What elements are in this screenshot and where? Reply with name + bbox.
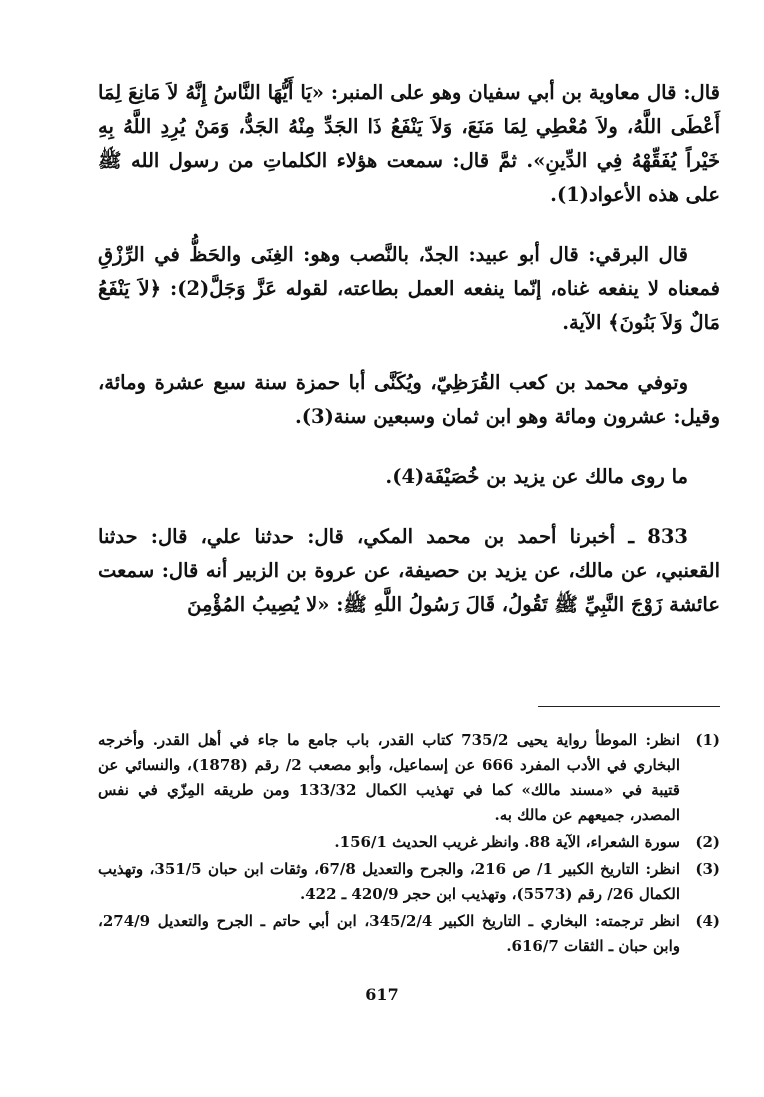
footnote-number: (1) [695, 731, 720, 749]
footnote-2 [98, 830, 720, 855]
footnote-number: (3) [695, 860, 720, 878]
footnote-3 [98, 857, 720, 907]
footnote-number: (4) [695, 912, 720, 930]
paragraph-muawiya-hadith: قال: قال معاوية بن أبي سفيان وهو على المنبر: «يَا أَيُّهَا النَّاسُ إِنَّهُ لاَ مَانِعَ لِمَا أَعْطَى اللَّهُ، ولاَ مُعْطِي لِمَا مَنَعَ، وَلاَ يَنْفَعُ ذَا الجَدِّ مِنْهُ الجَدُّ، وَمَنْ يُرِدِ اللَّهُ بِهِ خَيْراً يُفَقِّهْهُ فِي الدِّينِ». ثمَّ قال: سمعت هؤلاء الكلماتِ من رسول الله ﷺ على هذه الأعواد(1). [98, 81, 720, 206]
footnote-divider [538, 706, 720, 707]
paragraph-barqi-commentary: قال البرقي: قال أبو عبيد: الجدّ، بالنَّصب وهو: الغِنَى والحَظُّ في الرِّزْقِ فمعناه لا ينفعه غناه، إنّما ينفعه العمل بطاعته، لقوله عَزَّ وَجَلَّ(2): ﴿لاَ يَنْفَعُ مَالٌ وَلاَ بَنُونَ﴾ الآية. [98, 243, 720, 334]
footnote-4 [98, 909, 720, 959]
section-heading-yazid: ما روى مالك عن يزيد بن خُصَيْفَة(4). [385, 465, 688, 488]
main-text [98, 76, 720, 622]
page-number: 617 [365, 985, 399, 1004]
footnote-text: انظر: التاريخ الكبير 1/ ص 216، والجرح والتعديل 67/8، وثقات ابن حبان 351/5، وتهذيب الكمال 26/ رقم (5573)، وتهذيب ابن حجر 420/9 ـ 422. [98, 860, 680, 903]
footnote-text: سورة الشعراء، الآية 88. وانظر غريب الحديث 156/1. [334, 833, 680, 851]
footnote-text: انظر ترجمته: البخاري ـ التاريخ الكبير 345/2/4، ابن أبي حاتم ـ الجرح والتعديل 274/9، وابن حبان ـ الثقات 616/7. [98, 912, 680, 955]
paragraph-hadith-833: 833 ـ أخبرنا أحمد بن محمد المكي، قال: حدثنا علي، قال: حدثنا القعنبي، عن مالك، عن يزيد بن حصيفة، عن عروة بن الزبير أنه قال: سمعت عائشة زَوْجَ النَّبِيِّ ﷺ تَقُولُ، قَالَ رَسُولُ اللَّهِ ﷺ: «لا يُصِيبُ المُؤْمِنَ [98, 525, 720, 616]
footnote-text: انظر: الموطأ رواية يحيى 735/2 كتاب القدر، باب جامع ما جاء في أهل القدر. وأخرجه البخاري في الأدب المفرد 666 عن إسماعيل، وأبو مصعب 2/ رقم (1878)، والنسائي عن قتيبة في «مسند مالك» كما في تهذيب الكمال 133/32 ومن طريقه المِزّي في نفس المصدر، جميعهم عن مالك به. [98, 731, 681, 824]
footnote-number: (2) [695, 833, 720, 851]
paragraph-qurazi-death: وتوفي محمد بن كعب القُرَظِيّ، ويُكَنَّى أبا حمزة سنة سبع عشرة ومائة، وقيل: عشرون ومائة وهو ابن ثمان وسبعين سنة(3). [98, 371, 720, 428]
footnotes [98, 728, 720, 961]
footnote-1 [98, 728, 720, 828]
